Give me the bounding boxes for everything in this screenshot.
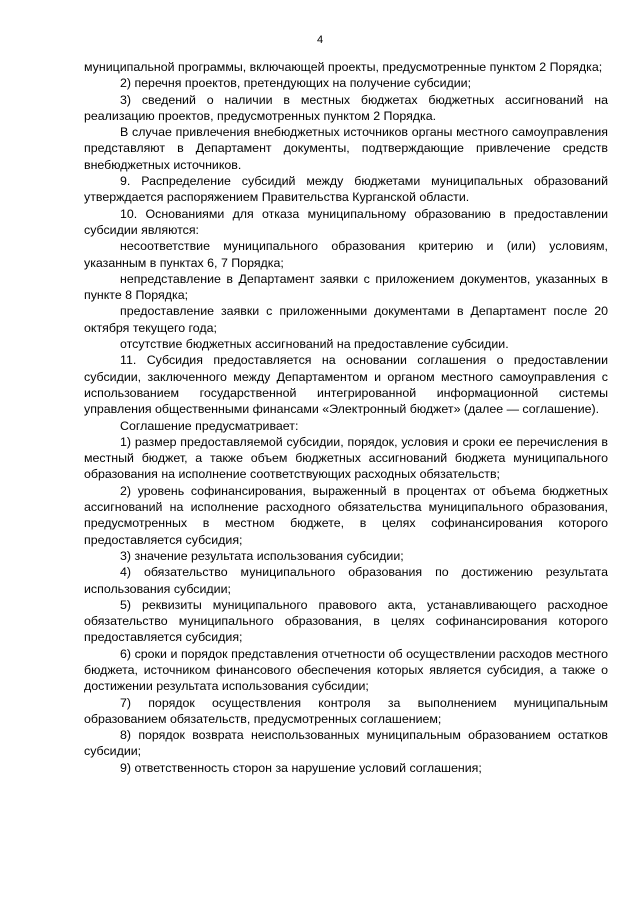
paragraph: 5) реквизиты муниципального правового акта, устанавливающего расходное обязательство муниципального образования, в целях софинансирования которого предоставляется субсидия; <box>84 597 608 645</box>
paragraph: предоставление заявки с приложенными документами в Департамент после 20 октября текущего года; <box>84 304 608 335</box>
paragraph: 11. Субсидия предоставляется на основании соглашения о предоставлении субсидии, заключенного между Департаментом и органом местного самоуправления с использованием государственной интегрированной информационной системы управления общественными финансами «Электронный бюджет» (далее — соглашение). <box>84 353 608 417</box>
page-number: 4 <box>316 34 324 46</box>
paragraph-continuation: муниципальной программы, включающей проекты, предусмотренные пунктом 2 Порядка; <box>84 60 603 74</box>
paragraph: отсутствие бюджетных ассигнований на предоставление субсидии. <box>120 337 509 352</box>
paragraph: 2) перечня проектов, претендующих на получение субсидии; <box>120 76 472 91</box>
paragraph: 6) сроки и порядок представления отчетности об осуществлении расходов местного бюджета, источником финансового обеспечения которых является субсидия, а также о достижении результата использования субсидии; <box>84 646 608 694</box>
paragraph: 9. Распределение субсидий между бюджетами муниципальных образований утверждается распоряжением Правительства Курганской области. <box>84 174 608 205</box>
paragraph: 7) порядок осуществления контроля за выполнением муниципальным образованием обязательств, предусмотренных соглашением; <box>84 695 608 726</box>
paragraph: 1) размер предоставляемой субсидии, порядок, условия и сроки ее перечисления в местный бюджет, а также объем бюджетных ассигнований бюджета муниципального образования на исполнение соответствующих расходных обязательств; <box>84 434 608 482</box>
paragraph: несоответствие муниципального образования критерию и (или) условиям, указанным в пунктах 6, 7 Порядка; <box>84 239 608 270</box>
paragraph: В случае привлечения внебюджетных источников органы местного самоуправления представляют в Департамент документы, подтверждающие привлечение средств внебюджетных источников. <box>84 125 608 172</box>
paragraph: 3) значение результата использования субсидии; <box>120 548 404 563</box>
paragraph: непредставление в Департамент заявки с приложением документов, указанных в пункте 8 Порядка; <box>84 271 608 303</box>
paragraph: 10. Основаниями для отказа муниципальному образованию в предоставлении субсидии являются: <box>84 206 608 237</box>
paragraph: 8) порядок возврата неиспользованных муниципальным образованием остатков субсидии; <box>84 728 608 759</box>
document-body <box>84 59 608 776</box>
paragraph: 2) уровень софинансирования, выраженный в процентах от объема бюджетных ассигнований на исполнение расходного обязательства муниципального образования, предусмотренных в местном бюджете, в целях софинансирования которого предоставляется субсидия; <box>84 483 608 547</box>
paragraph: Соглашение предусматривает: <box>120 418 299 433</box>
paragraph: 4) обязательство муниципального образования по достижению результата использования субсидии; <box>84 565 608 596</box>
paragraph: 9) ответственность сторон за нарушение условий соглашения; <box>120 760 482 775</box>
paragraph: 3) сведений о наличии в местных бюджетах бюджетных ассигнований на реализацию проектов, предусмотренных пунктом 2 Порядка. <box>84 92 608 123</box>
